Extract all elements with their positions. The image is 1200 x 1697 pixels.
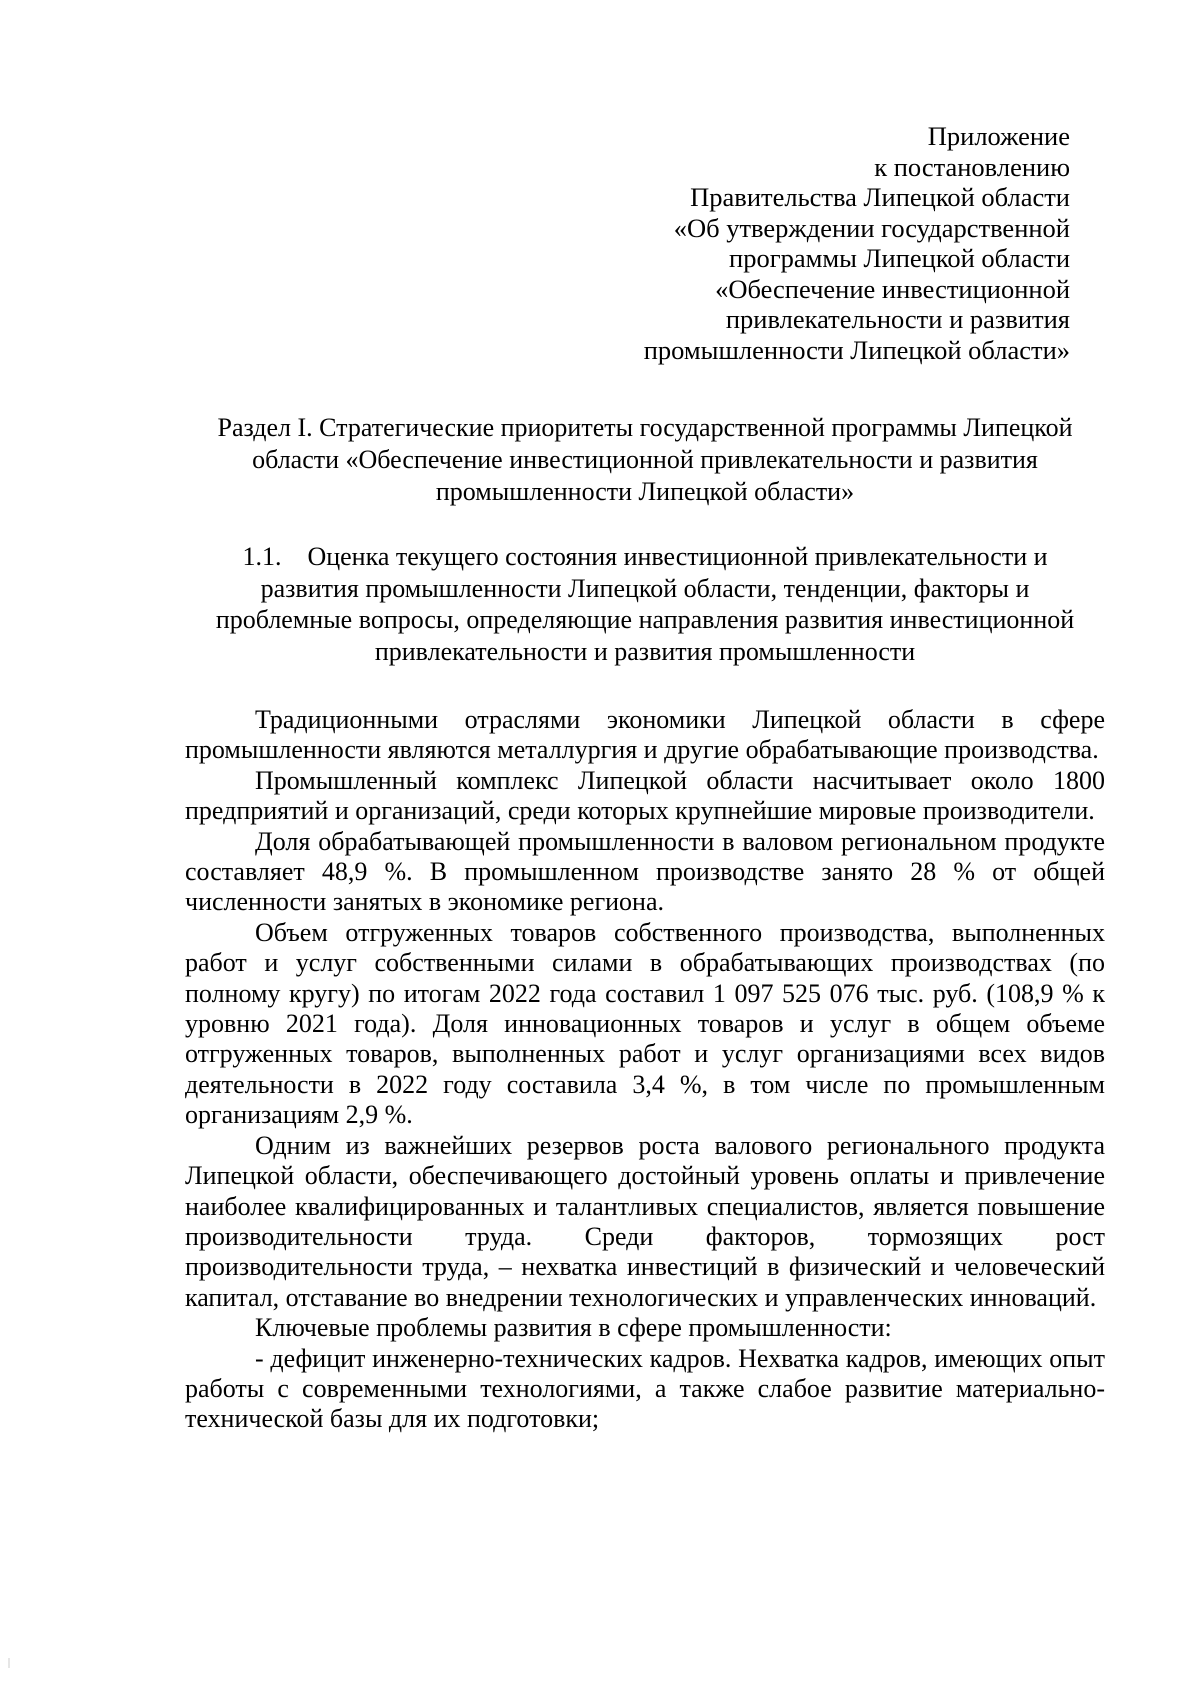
appendix-line: промышленности Липецкой области» xyxy=(643,334,1070,365)
subsection-title-line: развития промышленности Липецкой области, тенденции, факторы и xyxy=(260,573,1030,603)
appendix-line: привлекательности и развития xyxy=(725,304,1070,334)
body-text xyxy=(185,705,1105,1435)
appendix-line: к постановлению xyxy=(874,151,1070,182)
subsection-title xyxy=(185,541,1105,667)
subsection-title-line: привлекательности и развития промышленности xyxy=(374,636,916,666)
paragraph: Доля обрабатывающей промышленности в валовом региональном продукте составляет 48,9 %. В промышленном производстве занято 28 % от общей численности занятых в экономике региона. xyxy=(185,826,1105,917)
paragraph: Одним из важнейших резервов роста валового регионального продукта Липецкой области, обеспечивающего достойный уровень оплаты и привлечение наиболее квалифицированных и талантливых специалистов, является повышение производительности труда. Среди факторов, тормозящих рост производительности труда, – нехватка инвестиций в физический и человеческий капитал, отставание во внедрении технологических и управленческих инноваций. xyxy=(185,1130,1105,1312)
list-item: - дефицит инженерно-технических кадров. Нехватка кадров, имеющих опыт работы с современными технологиями, а также слабое развитие материально-технической базы для их подготовки; xyxy=(185,1343,1105,1434)
section-title xyxy=(185,412,1105,508)
appendix-line: «Об утверждении государственной xyxy=(673,212,1070,243)
paragraph: Объем отгруженных товаров собственного производства, выполненных работ и услуг собственными силами в обрабатывающих производствах (по полному кругу) по итогам 2022 года составил 1 097 525 076 тыс. руб. (108,9 % к уровню 2021 года). Доля инновационных товаров и услуг в общем объеме отгруженных товаров, выполненных работ и услуг организациями всех видов деятельности в 2022 году составила 3,4 %, в том числе по промышленным организациям 2,9 %. xyxy=(185,917,1105,1130)
section-title-line: Раздел I. Стратегические приоритеты государственной программы Липецкой xyxy=(217,413,1073,442)
scan-margin-mark xyxy=(8,1658,10,1668)
paragraph: Ключевые проблемы развития в сфере промышленности: xyxy=(255,1313,892,1343)
subsection-title-line: 1.1. Оценка текущего состояния инвестиционной привлекательности и xyxy=(242,542,1048,571)
section-title-line: области «Обеспечение инвестиционной привлекательности и развития xyxy=(252,445,1038,474)
appendix-header xyxy=(644,121,1070,365)
appendix-line: «Обеспечение инвестиционной xyxy=(715,273,1070,304)
subsection-title-line: проблемные вопросы, определяющие направления развития инвестиционной xyxy=(215,605,1075,634)
paragraph: Промышленный комплекс Липецкой области насчитывает около 1800 предприятий и организаций, среди которых крупнейшие мировые производители. xyxy=(185,765,1105,826)
appendix-line: Правительства Липецкой области xyxy=(690,182,1070,212)
appendix-line: Приложение xyxy=(927,121,1070,151)
paragraph: Традиционными отраслями экономики Липецкой области в сфере промышленности являются металлургия и другие обрабатывающие производства. xyxy=(185,705,1105,765)
appendix-line: программы Липецкой области xyxy=(729,243,1070,273)
section-title-line: промышленности Липецкой области» xyxy=(435,477,855,506)
